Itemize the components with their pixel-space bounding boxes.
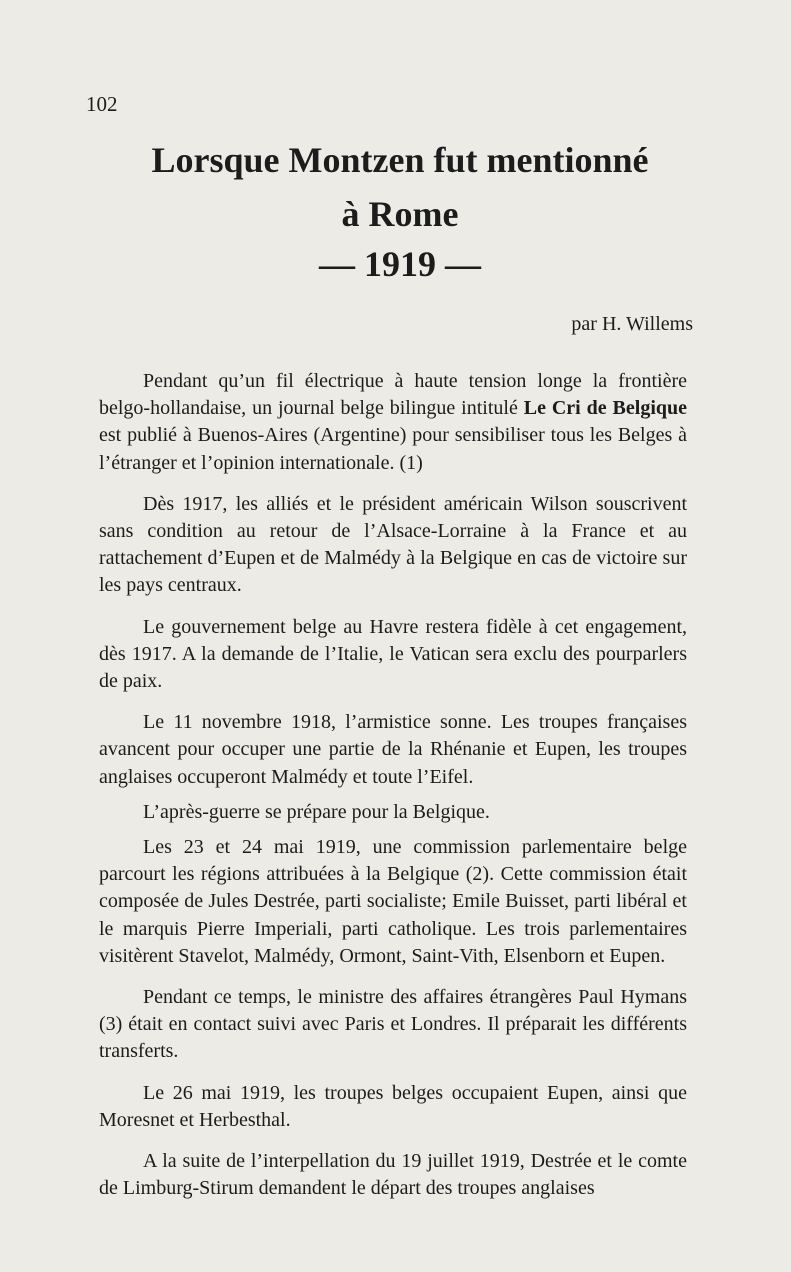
paragraph-1-text-b: est publié à Buenos-Aires (Argentine) pour sensibiliser tous les Belges à l’étranger et l’opinion internationale. (1): [99, 424, 687, 474]
paragraph-4: Le 11 novembre 1918, l’armistice sonne. Les troupes françaises avancent pour occuper une partie de la Rhénanie et Eupen, les troupes anglaises occuperont Malmédy et toute l’Eifel.: [99, 711, 687, 788]
paragraph-3: Le gouvernement belge au Havre restera fidèle à cet engagement, dès 1917. A la demande de l’Italie, le Vatican sera exclu des pourparlers de paix.: [99, 615, 687, 693]
paragraph-8: Le 26 mai 1919, les troupes belges occupaient Eupen, ainsi que Moresnet et Herbesthal.: [99, 1081, 687, 1131]
paragraph-2: Dès 1917, les alliés et le président américain Wilson souscrivent sans condition au retour de l’Alsace-Lorraine à la France et au rattachement d’Eupen et de Malmédy à la Belgique en cas de victoire sur les pays centraux.: [99, 492, 687, 597]
paragraph-6: Les 23 et 24 mai 1919, une commission parlementaire belge parcourt les régions attribuées à la Belgique (2). Cette commission était composée de Jules Destrée, parti socialiste; Emile Buisset, parti libéral et le marquis Pierre Imperiali, parti catholique. Les trois parlementaires visitèrent Stavelot, Malmédy, Ormont, Saint-Vith, Elsenborn et Eupen.: [99, 836, 687, 967]
article-title-line-3: — 1919 —: [319, 244, 481, 284]
paragraph-1-text-a: Pendant qu’un fil électrique à haute tension longe la frontière belgo-hollandaise, un journal belge bilingue intitulé: [99, 370, 687, 420]
paragraph-5: L’après-guerre se prépare pour la Belgique.: [143, 800, 490, 823]
article-title-line-2: à Rome: [341, 194, 459, 234]
paragraph-9: A la suite de l’interpellation du 19 juillet 1919, Destrée et le comte de Limburg-Stirum demandent le départ des troupes anglaises: [99, 1150, 687, 1200]
paragraph-7: Pendant ce temps, le ministre des affaires étrangères Paul Hymans (3) était en contact suivi avec Paris et Londres. Il préparait les différents transferts.: [99, 986, 687, 1063]
article-body: [99, 368, 687, 1216]
page-number: 102: [86, 92, 118, 116]
article-title-line-1: Lorsque Montzen fut mentionné: [151, 140, 649, 180]
paragraph-1: [99, 368, 687, 477]
author-byline: par H. Willems: [571, 313, 693, 335]
newspaper-title: Le Cri de Belgique: [523, 397, 687, 420]
